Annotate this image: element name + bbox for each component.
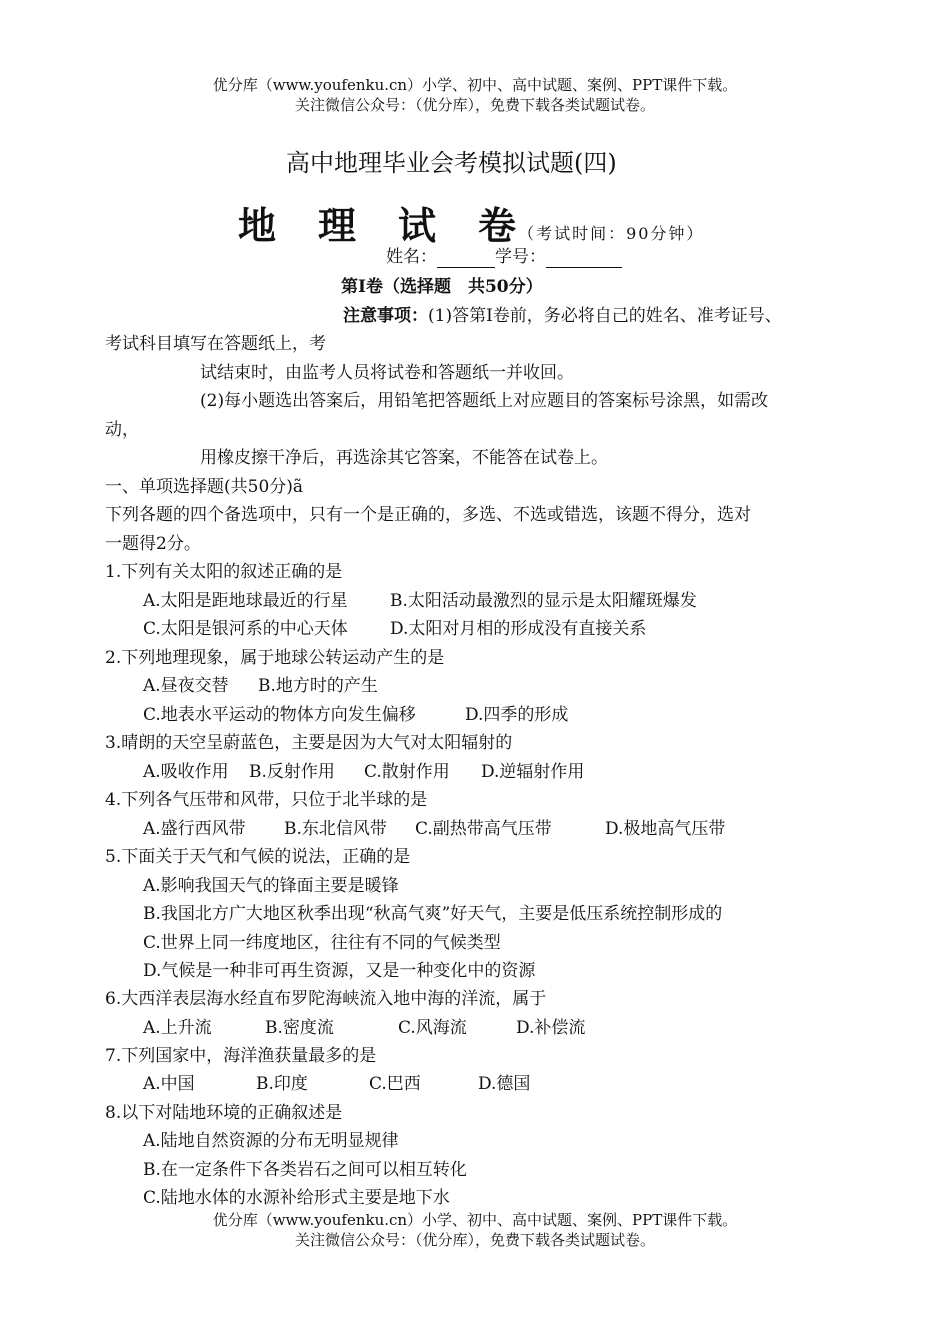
- option-c: C.太阳是银河系的中心天体: [143, 619, 348, 639]
- part-one-instruction-1: 下列各题的四个备选项中，只有一个是正确的，多选、不选或错选，该题不得分，选对: [105, 505, 751, 525]
- question-1-stem: 1.下列有关太阳的叙述正确的是: [105, 562, 343, 582]
- option-c: C.巴西: [369, 1074, 421, 1094]
- option-d: D.补偿流: [516, 1018, 586, 1038]
- notice-line-1: [343, 305, 782, 327]
- question-6-stem: 6.大西洋表层海水经直布罗陀海峡流入地中海的洋流，属于: [105, 989, 547, 1009]
- title-char-4: 卷: [478, 203, 517, 248]
- question-7-options-row: [143, 1073, 530, 1095]
- question-4-stem: 4.下列各气压带和风带，只位于北半球的是: [105, 790, 428, 810]
- option-d: D.德国: [478, 1074, 531, 1094]
- header-line-2: 关注微信公众号：（优分库），免费下载各类试题试卷。: [294, 96, 655, 114]
- option-b: B.反射作用: [249, 762, 335, 782]
- part-one-instruction-2: 一题得2分。: [105, 534, 201, 554]
- option-b: B.印度: [256, 1074, 308, 1094]
- title-char-2: 理: [318, 203, 357, 248]
- name-label: 姓名：: [386, 247, 437, 267]
- footer-line-2: 关注微信公众号：（优分库），免费下载各类试题试卷。: [294, 1231, 655, 1249]
- notice-label: 注意事项：: [343, 306, 428, 326]
- question-7-stem: 7.下列国家中，海洋渔获量最多的是: [105, 1046, 377, 1066]
- option-c: C.陆地水体的水源补给形式主要是地下水: [143, 1188, 450, 1208]
- option-a: A.盛行西风带: [143, 819, 246, 839]
- option-d: D.四季的形成: [465, 705, 569, 725]
- question-4-options-row: [143, 818, 725, 840]
- option-a: A.影响我国天气的锋面主要是暖锋: [143, 876, 399, 896]
- header-line-1: 优分库（www.youfenku.cn）小学、初中、高中试题、案例、PPT课件下载。: [212, 76, 738, 94]
- question-2-stem: 2.下列地理现象，属于地球公转运动产生的是: [105, 648, 445, 668]
- option-c: C.散射作用: [364, 762, 450, 782]
- notice-item-2c: 用橡皮擦干净后，再选涂其它答案，不能答在试卷上。: [200, 448, 608, 468]
- footer-line-1: 优分库（www.youfenku.cn）小学、初中、高中试题、案例、PPT课件下载。: [212, 1211, 738, 1229]
- option-a: A.中国: [143, 1074, 195, 1094]
- option-b: B.地方时的产生: [258, 676, 378, 696]
- student-id-blank[interactable]: [546, 249, 622, 268]
- option-a: A.昼夜交替: [143, 676, 229, 696]
- option-b: B.东北信风带: [284, 819, 387, 839]
- exam-main-title: [238, 195, 704, 250]
- option-b: B.我国北方广大地区秋季出现“秋高气爽”好天气，主要是低压系统控制形成的: [143, 904, 723, 924]
- option-c: C.世界上同一纬度地区，往往有不同的气候类型: [143, 933, 501, 953]
- option-c: C.地表水平运动的物体方向发生偏移: [143, 705, 416, 725]
- name-blank[interactable]: [437, 249, 495, 268]
- question-2-options-row-1: [143, 675, 378, 697]
- notice-item-1a: (1)答第Ⅰ卷前，务必将自己的姓名、准考证号、: [428, 306, 782, 326]
- option-a: A.太阳是距地球最近的行星: [143, 591, 348, 611]
- option-b: B.密度流: [265, 1018, 334, 1038]
- notice-item-2a: (2)每小题选出答案后，用铅笔把答题纸上对应题目的答案标号涂黑，如需改: [200, 391, 769, 411]
- question-6-options-row: [143, 1017, 585, 1039]
- exam-subtitle: 高中地理毕业会考模拟试题(四): [286, 149, 617, 177]
- option-c: C.风海流: [398, 1018, 467, 1038]
- option-b: B.太阳活动最激烈的显示是太阳耀斑爆发: [390, 591, 697, 611]
- section-heading: 第Ⅰ卷（选择题 共50分）: [341, 277, 543, 297]
- option-d: D.极地高气压带: [605, 819, 726, 839]
- question-1-options-row-1: [143, 590, 697, 612]
- option-d: D.气候是一种非可再生资源，又是一种变化中的资源: [143, 961, 536, 981]
- option-b: B.在一定条件下各类岩石之间可以相互转化: [143, 1160, 467, 1180]
- question-5-stem: 5.下面关于天气和气候的说法，正确的是: [105, 847, 411, 867]
- option-a: A.吸收作用: [143, 762, 229, 782]
- title-char-3: 试: [398, 203, 437, 248]
- notice-item-1c: 试结束时，由监考人员将试卷和答题纸一并收回。: [200, 363, 574, 383]
- option-d: D.太阳对月相的形成没有直接关系: [390, 619, 647, 639]
- part-one-heading: 一、单项选择题(共50分)ã: [105, 477, 304, 497]
- title-char-1: 地: [238, 203, 277, 248]
- option-c: C.副热带高气压带: [415, 819, 552, 839]
- option-d: D.逆辐射作用: [481, 762, 585, 782]
- question-8-stem: 8.以下对陆地环境的正确叙述是: [105, 1103, 343, 1123]
- notice-item-1b: 考试科目填写在答题纸上，考: [105, 334, 326, 354]
- question-3-options-row: [143, 761, 584, 783]
- option-a: A.上升流: [143, 1018, 212, 1038]
- option-a: A.陆地自然资源的分布无明显规律: [143, 1131, 399, 1151]
- question-3-stem: 3.晴朗的天空呈蔚蓝色，主要是因为大气对太阳辐射的: [105, 733, 513, 753]
- question-1-options-row-2: [143, 618, 646, 640]
- student-info-row: [386, 246, 622, 268]
- notice-item-2b: 动，: [105, 420, 139, 440]
- student-id-label: 学号：: [495, 247, 546, 267]
- exam-time-note: （考试时间：90分钟）: [518, 224, 705, 243]
- question-2-options-row-2: [143, 704, 568, 726]
